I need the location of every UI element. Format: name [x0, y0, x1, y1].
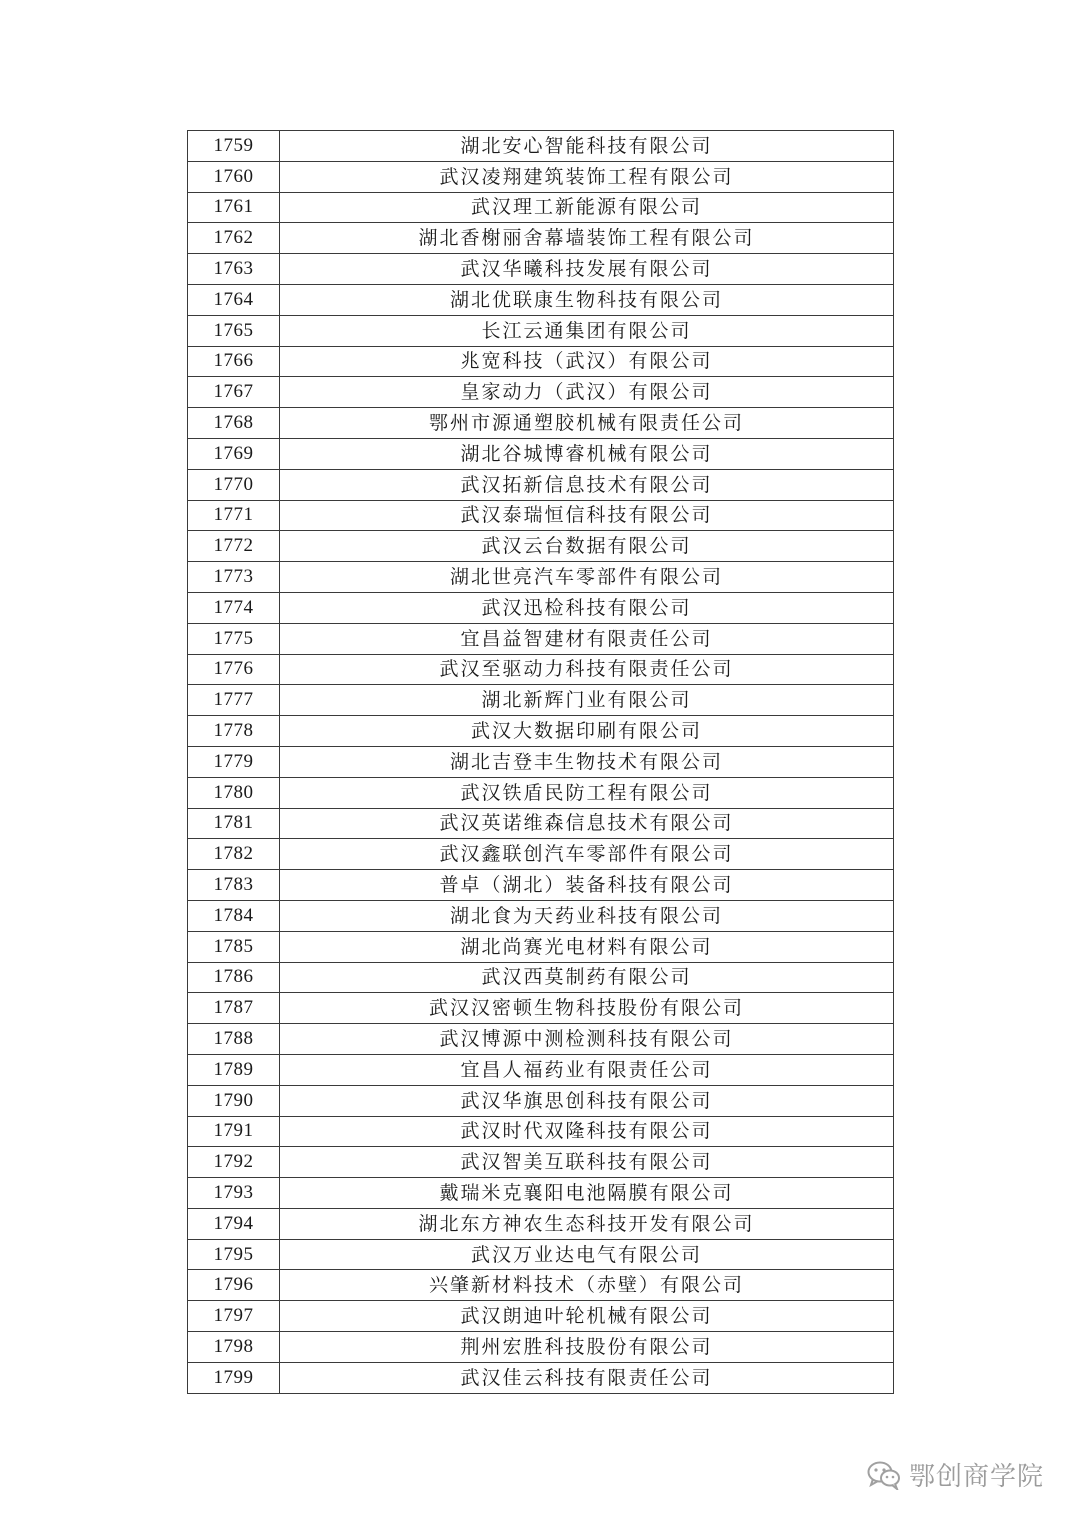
- table-row: [188, 500, 894, 531]
- row-number: 1790: [188, 1085, 280, 1116]
- row-number: 1765: [188, 315, 280, 346]
- company-name: 武汉朗迪叶轮机械有限公司: [280, 1301, 894, 1332]
- table-row: [188, 716, 894, 747]
- table-row: [188, 192, 894, 223]
- row-number: 1769: [188, 438, 280, 469]
- table-row: [188, 1362, 894, 1393]
- company-name: 武汉万业达电气有限公司: [280, 1239, 894, 1270]
- row-number: 1792: [188, 1147, 280, 1178]
- table-row: [188, 808, 894, 839]
- table-row: [188, 1332, 894, 1363]
- company-name: 湖北新辉门业有限公司: [280, 685, 894, 716]
- row-number: 1762: [188, 223, 280, 254]
- company-name: 兆宽科技（武汉）有限公司: [280, 346, 894, 377]
- row-number: 1779: [188, 746, 280, 777]
- row-number: 1777: [188, 685, 280, 716]
- row-number: 1761: [188, 192, 280, 223]
- table-row: [188, 1085, 894, 1116]
- table-row: [188, 654, 894, 685]
- company-list-table: [187, 130, 894, 1394]
- row-number: 1780: [188, 777, 280, 808]
- row-number: 1774: [188, 592, 280, 623]
- table-row: [188, 438, 894, 469]
- row-number: 1788: [188, 1024, 280, 1055]
- row-number: 1770: [188, 469, 280, 500]
- row-number: 1759: [188, 131, 280, 162]
- company-name: 湖北世亮汽车零部件有限公司: [280, 562, 894, 593]
- company-name: 湖北谷城博睿机械有限公司: [280, 438, 894, 469]
- row-number: 1799: [188, 1362, 280, 1393]
- row-number: 1794: [188, 1208, 280, 1239]
- row-number: 1796: [188, 1270, 280, 1301]
- row-number: 1763: [188, 254, 280, 285]
- company-name: 武汉铁盾民防工程有限公司: [280, 777, 894, 808]
- table-row: [188, 931, 894, 962]
- row-number: 1791: [188, 1116, 280, 1147]
- row-number: 1793: [188, 1178, 280, 1209]
- row-number: 1772: [188, 531, 280, 562]
- table-row: [188, 1270, 894, 1301]
- table-row: [188, 870, 894, 901]
- watermark: [867, 1456, 1044, 1493]
- table-row: [188, 839, 894, 870]
- row-number: 1787: [188, 993, 280, 1024]
- table-row: [188, 1054, 894, 1085]
- table-row: [188, 469, 894, 500]
- table-row: [188, 562, 894, 593]
- company-name: 武汉佳云科技有限责任公司: [280, 1362, 894, 1393]
- table-row: [188, 900, 894, 931]
- row-number: 1766: [188, 346, 280, 377]
- company-name: 荆州宏胜科技股份有限公司: [280, 1332, 894, 1363]
- row-number: 1785: [188, 931, 280, 962]
- table-row: [188, 315, 894, 346]
- row-number: 1784: [188, 900, 280, 931]
- company-name: 武汉时代双隆科技有限公司: [280, 1116, 894, 1147]
- company-name: 宜昌益智建材有限责任公司: [280, 623, 894, 654]
- row-number: 1773: [188, 562, 280, 593]
- row-number: 1789: [188, 1054, 280, 1085]
- company-name: 宜昌人福药业有限责任公司: [280, 1054, 894, 1085]
- table-row: [188, 377, 894, 408]
- company-name: 湖北食为天药业科技有限公司: [280, 900, 894, 931]
- row-number: 1778: [188, 716, 280, 747]
- company-name: 武汉博源中测检测科技有限公司: [280, 1024, 894, 1055]
- row-number: 1782: [188, 839, 280, 870]
- company-name: 武汉拓新信息技术有限公司: [280, 469, 894, 500]
- company-name: 武汉华旗思创科技有限公司: [280, 1085, 894, 1116]
- table-row: [188, 131, 894, 162]
- company-name: 武汉泰瑞恒信科技有限公司: [280, 500, 894, 531]
- row-number: 1767: [188, 377, 280, 408]
- company-name: 武汉英诺维森信息技术有限公司: [280, 808, 894, 839]
- row-number: 1764: [188, 284, 280, 315]
- table-row: [188, 962, 894, 993]
- wechat-icon: [867, 1460, 901, 1490]
- company-name: 湖北东方神农生态科技开发有限公司: [280, 1208, 894, 1239]
- row-number: 1776: [188, 654, 280, 685]
- company-list-body: [188, 131, 894, 1394]
- company-name: 普卓（湖北）装备科技有限公司: [280, 870, 894, 901]
- row-number: 1771: [188, 500, 280, 531]
- company-name: 皇家动力（武汉）有限公司: [280, 377, 894, 408]
- table-row: [188, 685, 894, 716]
- company-name: 戴瑞米克襄阳电池隔膜有限公司: [280, 1178, 894, 1209]
- table-row: [188, 408, 894, 439]
- row-number: 1798: [188, 1332, 280, 1363]
- company-name: 湖北优联康生物科技有限公司: [280, 284, 894, 315]
- company-name: 武汉大数据印刷有限公司: [280, 716, 894, 747]
- row-number: 1795: [188, 1239, 280, 1270]
- company-name: 武汉理工新能源有限公司: [280, 192, 894, 223]
- company-name: 长江云通集团有限公司: [280, 315, 894, 346]
- watermark-text: 鄂创商学院: [908, 1462, 1044, 1492]
- table-row: [188, 993, 894, 1024]
- row-number: 1797: [188, 1301, 280, 1332]
- row-number: 1775: [188, 623, 280, 654]
- company-name: 武汉至驱动力科技有限责任公司: [280, 654, 894, 685]
- table-row: [188, 777, 894, 808]
- company-name: 武汉西莫制药有限公司: [280, 962, 894, 993]
- table-row: [188, 1024, 894, 1055]
- row-number: 1768: [188, 408, 280, 439]
- table-row: [188, 746, 894, 777]
- table-row: [188, 1301, 894, 1332]
- table-row: [188, 1208, 894, 1239]
- table-row: [188, 1147, 894, 1178]
- company-name: 鄂州市源通塑胶机械有限责任公司: [280, 408, 894, 439]
- company-name: 湖北尚赛光电材料有限公司: [280, 931, 894, 962]
- table-row: [188, 531, 894, 562]
- table-row: [188, 592, 894, 623]
- table-row: [188, 1116, 894, 1147]
- company-name: 武汉云台数据有限公司: [280, 531, 894, 562]
- table-row: [188, 223, 894, 254]
- company-name: 湖北吉登丰生物技术有限公司: [280, 746, 894, 777]
- table-row: [188, 254, 894, 285]
- table-row: [188, 1178, 894, 1209]
- table-row: [188, 1239, 894, 1270]
- company-name: 武汉汉密顿生物科技股份有限公司: [280, 993, 894, 1024]
- table-row: [188, 161, 894, 192]
- company-name: 武汉鑫联创汽车零部件有限公司: [280, 839, 894, 870]
- table-row: [188, 284, 894, 315]
- company-name: 武汉迅检科技有限公司: [280, 592, 894, 623]
- company-name: 湖北安心智能科技有限公司: [280, 131, 894, 162]
- company-name: 武汉智美互联科技有限公司: [280, 1147, 894, 1178]
- row-number: 1760: [188, 161, 280, 192]
- row-number: 1786: [188, 962, 280, 993]
- row-number: 1783: [188, 870, 280, 901]
- company-name: 武汉华曦科技发展有限公司: [280, 254, 894, 285]
- company-name: 武汉凌翔建筑装饰工程有限公司: [280, 161, 894, 192]
- company-name: 兴肇新材料技术（赤壁）有限公司: [280, 1270, 894, 1301]
- table-row: [188, 346, 894, 377]
- company-name: 湖北香榭丽舍幕墙装饰工程有限公司: [280, 223, 894, 254]
- row-number: 1781: [188, 808, 280, 839]
- table-row: [188, 623, 894, 654]
